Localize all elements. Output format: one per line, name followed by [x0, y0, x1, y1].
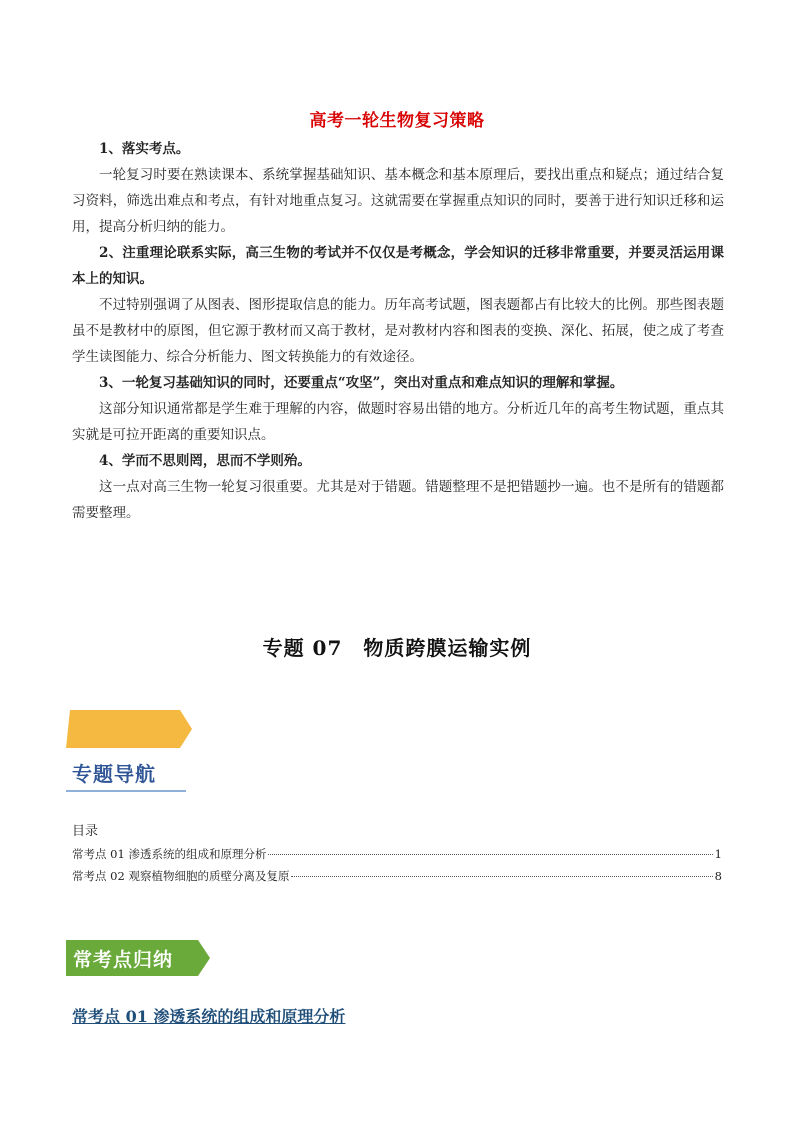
- strategy-heading-3: 3、一轮复习基础知识的同时，还要重点“攻坚”，突出对重点和难点知识的理解和掌握。: [99, 375, 624, 391]
- toc-entry-page: 1: [714, 847, 722, 861]
- strategy-title: 高考一轮生物复习策略: [309, 111, 485, 131]
- nav-banner-shape: [66, 708, 194, 750]
- section-heading-link[interactable]: 常考点 01 渗透系统的组成和原理分析: [72, 1007, 346, 1026]
- strategy-paragraph-4: 这一点对高三生物一轮复习很重要。尤其是对于错题。错题整理不是把错题抄一遍。也不是所有的错题都需要整理。: [72, 479, 724, 521]
- topic-title: 专题 07 物质跨膜运输实例: [262, 636, 532, 660]
- toc-leader: [291, 876, 712, 877]
- strategy-paragraph-3: 这部分知识通常都是学生难于理解的内容，做题时容易出错的地方。分析近几年的高考生物试题，重点其实就是可拉开距离的重要知识点。: [72, 401, 724, 443]
- nav-divider: [66, 790, 186, 792]
- toc-entry-page: 8: [714, 869, 722, 883]
- toc-entry-2[interactable]: [72, 868, 722, 884]
- toc-entry-text: 常考点 02 观察植物细胞的质壁分离及复原: [72, 869, 290, 883]
- toc-entry-text: 常考点 01 渗透系统的组成和原理分析: [72, 847, 267, 861]
- strategy-body: [72, 136, 724, 526]
- toc-leader: [268, 854, 712, 855]
- strategy-paragraph-1: 一轮复习时要在熟读课本、系统掌握基础知识、基本概念和基本原理后，要找出重点和疑点；通过结合复习资料，筛选出难点和考点，有针对地重点复习。这就需要在掌握重点知识的同时，要善于进行知识迁移和运用，提高分析归纳的能力。: [72, 167, 724, 235]
- badge-text: 常考点归纳: [73, 949, 174, 971]
- strategy-heading-2: 2、注重理论联系实际，高三生物的考试并不仅仅是考概念，学会知识的迁移非常重要，并要灵活运用课本上的知识。: [72, 245, 724, 287]
- strategy-heading-1: 1、落实考点。: [99, 141, 190, 157]
- nav-title: 专题导航: [72, 762, 156, 786]
- toc-label: 目录: [72, 824, 99, 839]
- strategy-paragraph-2: 不过特别强调了从图表、图形提取信息的能力。历年高考试题，图表题都占有比较大的比例。那些图表题虽不是教材中的原图，但它源于教材而又高于教材，是对教材内容和图表的变换、深化、拓展，使之成了考查学生读图能力、综合分析能力、图文转换能力的有效途径。: [72, 297, 724, 365]
- toc-entry-1[interactable]: [72, 846, 722, 862]
- strategy-heading-4: 4、学而不思则罔，思而不学则殆。: [99, 453, 311, 469]
